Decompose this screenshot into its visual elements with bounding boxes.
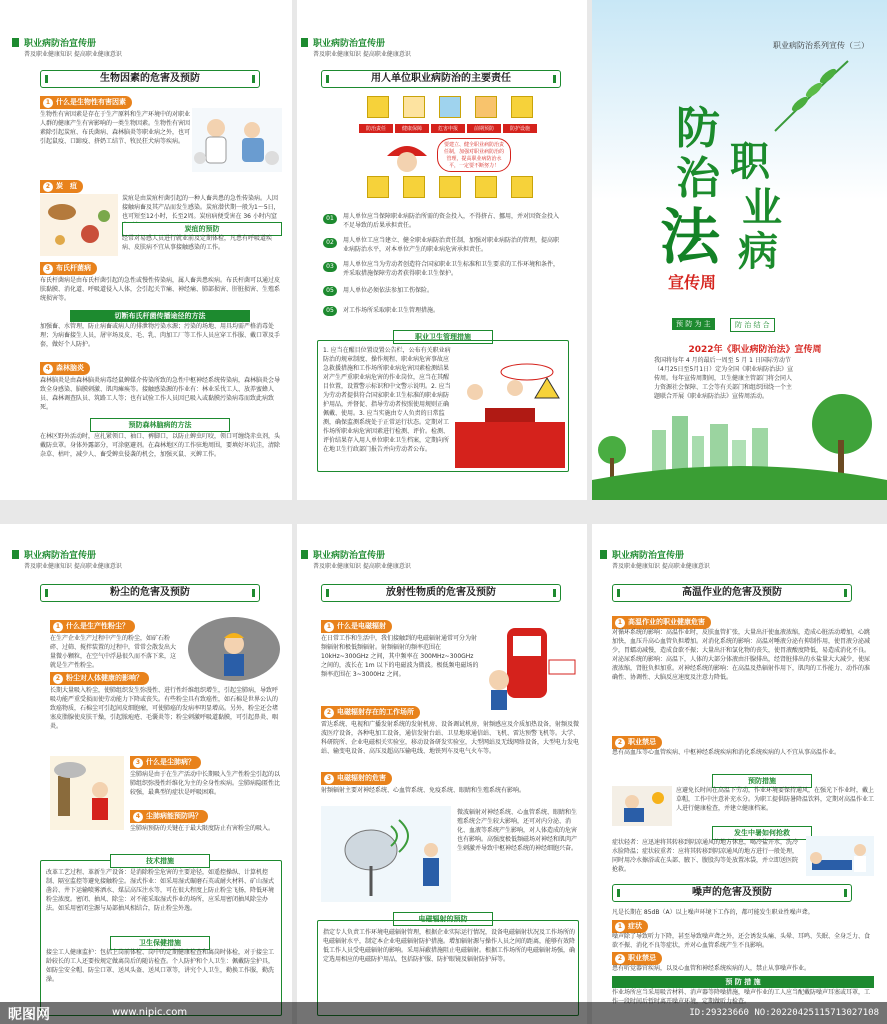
resp-item-text: 用人单位必须依法参加工伤保险。 xyxy=(343,287,434,294)
phone-character-illustration xyxy=(483,620,579,712)
bio-s4-text: 森林脑炎是由森林脑炎病毒经鼠蜱媒介传染所致的急性中枢神经系统传染病，森林脑炎会导致全身感染、脑膜刺激、肌肉瘫痪等。接触感染源的作业有：林业采伐工人、放养蜜蜂人员、森林调查队员、筑路工人等；也有试验工作人员因已吸入或黏膜污染病毒而致此病致死。 xyxy=(40,377,281,411)
num-icon: 1 xyxy=(53,622,63,632)
num-icon: 4 xyxy=(133,812,143,822)
bio-title: 生物因素的危害及预防 xyxy=(40,70,260,88)
cover-tag: 预 防 为 主 xyxy=(672,318,715,330)
question-icon xyxy=(511,176,533,198)
worker-heat-illustration xyxy=(612,786,672,826)
dust-s2-text: 长期大量吸入粉尘，使肺组织发生弥漫性、进行性纤维组织增生，引起尘肺病，导致呼吸功能严重受损而使劳动能力下降或丧失。有些粉尘具有致癌性，如石棉是世界公认的致癌物质，石棉尘可引起间皮细胞瘤，可使肺癌的发病率明显增高。另外，粉尘还会堵塞皮脂腺使皮肤干燥，引起脓疱疮、毛囊炎等；粉尘刺激呼吸道黏膜，可引起鼻炎、咽炎。 xyxy=(50,687,279,730)
panel-header xyxy=(313,548,411,570)
heat-bar-2: 发生中暑如何抢救 xyxy=(712,826,812,840)
city-landscape xyxy=(592,380,887,500)
rad-prev: 指定专人负责工作环境电磁辐射管理，根据企业实际运行情况，设备电磁辐射状况及工作场所的电磁辐射水平，制定本企业电磁辐射防护措施。增加辐射源与操作人员之间的距离，能够有效降低工作人员受电磁辐射的影响。采用屏蔽措施阻止电磁辐射。根据工作场所的电磁辐射场强，确定选用相应的电磁防护用品，包括防护服、防护眼镜及辐射防护屏等。 xyxy=(323,929,575,963)
calculator-icon xyxy=(403,176,425,198)
header-mark xyxy=(301,550,308,559)
dust-bar-1: 技术措施 xyxy=(110,854,210,868)
dust-s1-text: 在生产企业生产过程中产生的粉尘，如矿石粉碎、过筛、搅拌装置的过程中，常常会散发出大量微小颗粒，在空气中浮悬很久而不落下来，这就是生产性粉尘。 xyxy=(50,635,177,669)
rad-sub-1-label: 什么是电磁辐射 xyxy=(337,622,386,630)
bio-s4-prev: 在林区野外活动时，应扎紧领口、袖口、裤脚口，以防止蜱虫叮咬，领口可缠绕赤虫剂，头戴防虫罩。身体外露部分，可涂驱避剂。在森林地区的工作驻地周围，要填好坏坑洼，清除杂草、枯叶，减少人、畜受蜱虫侵袭的机会，加强灭鼠、灭蜱工作。 xyxy=(40,433,281,458)
item-number: 02 xyxy=(323,238,337,248)
header-mark xyxy=(12,38,19,47)
factory-warning-illustration xyxy=(455,362,565,468)
noise-title: 噪声的危害及预防 xyxy=(612,884,852,902)
cover-char: 职 xyxy=(730,138,770,185)
bacteria-illustration xyxy=(40,194,118,256)
cover-subtitle: 宣传周 xyxy=(668,273,717,292)
noise-n1-text: 噪声除了导致听力下降，甚至导致噪声聋之外，还会诱发头痛、头晕、耳鸣、失眠、全身乏力、食欲不振、消化不良等症状，并对心血管系统产生不良影响。 xyxy=(612,933,871,949)
resp-item-text: 用人单位应当保障职业病防治所需的资金投入，不得挤占、挪用，并对因资金投入不足导致的后果承担责任。 xyxy=(343,213,560,229)
num-icon: 3 xyxy=(43,264,53,274)
dust-bar-2: 卫生保健措施 xyxy=(110,936,210,950)
watermark-url[interactable]: www.nipic.com xyxy=(112,1007,188,1018)
cover-char: 防 xyxy=(676,103,720,154)
rad-sub-1 xyxy=(321,620,392,633)
resp-label: 防治责任 xyxy=(359,124,393,133)
header-brand: 职业病防治宣传册 xyxy=(24,39,97,49)
week-text: 我国将每年 4 月的最后一周至 5 月 1 日国际劳动节（4月25日至5月1日）定为全国《职业病防治法》宣传周。每年宣传周期间，卫生健康主管部门将会同人力资源社会保障、工会等有关部门和组织围绕一个主题联合开展《职业病防治法》宣传周活动。 xyxy=(654,357,794,400)
cover-char: 病 xyxy=(738,228,778,275)
resp-title: 用人单位职业病防治的主要责任 xyxy=(321,70,561,88)
heat-rescue: 症状轻者：应迅速将其转移到阴凉通风的地方休息，喝冷盐开水，洗冷水脸降温；症状较重者：应将其转移到阴凉通风的地方进行一般处理，同时用冷水擦浴或在头部、腋下、腹股沟等处放置冰袋，并立即送医院抢救。 xyxy=(612,839,799,873)
tools-icon xyxy=(511,96,533,118)
heat-title: 高温作业的危害及预防 xyxy=(612,584,852,602)
dust-s4-text: 尘肺病预防的关键在于最大限度防止有害粉尘的吸入。 xyxy=(130,825,275,832)
rad-bar: 电磁辐射的预防 xyxy=(393,912,493,926)
header-slogan: 普及职业健康知识 提高职业健康意识 xyxy=(313,51,411,58)
rad-sub-2-label: 电磁辐射存在的工作场所 xyxy=(337,708,414,716)
shield-icon xyxy=(367,96,389,118)
dust-tech: 改革工艺过程、革新生产设备：是消除粉尘危害的主要途径，如遥控操纵、计算机控制、隔室监控等避免接触粉尘。湿式作业：如采用湿式碾磨石英或耐火材料、矿山湿式凿岩、井下运输喷雾洒水、煤层高压注水等，可在很大程度上防止粉尘飞扬，降低环境粉尘浓度。密闭、抽风、除尘：对不能采取湿式作业的场所，应采用密闭抽风除尘办法。如采用密闭尘源与局部抽风相结合，防止粉尘外逸。 xyxy=(46,869,275,912)
bio-sub-3-label: 布氏杆菌病 xyxy=(56,264,91,272)
panel-header xyxy=(313,36,411,58)
factory-smoke-illustration xyxy=(50,756,124,830)
num-icon: 3 xyxy=(324,774,334,784)
speech-bubble: 要建立、健全职业病防治责任制，加强对职业病防治的管理，提高职业病防治水平，一定要不断努力！ xyxy=(437,138,511,172)
header-slogan: 普及职业健康知识 提高职业健康意识 xyxy=(313,563,411,570)
num-icon: 3 xyxy=(133,758,143,768)
num-icon: 1 xyxy=(615,922,625,932)
dust-title: 粉尘的危害及预防 xyxy=(40,584,260,602)
resp-item-text: 用人单位工应当建立、健全职业病防治责任制，加强对职业病防治的管理，提高职业病防治水平，对本单位产生的职业病危害承担责任。 xyxy=(343,237,560,253)
rad-sub-2 xyxy=(321,706,420,719)
panel-dust xyxy=(0,524,292,1024)
num-icon: 1 xyxy=(43,98,53,108)
panel-header xyxy=(612,548,710,570)
cover-char: 治 xyxy=(676,153,720,204)
item-number: 05 xyxy=(323,306,337,316)
num-icon: 4 xyxy=(43,364,53,374)
noise-prev: 作业场所应当采用吸音材料、消声器等降噪措施，噪声作业的工人应当配戴防噪声耳塞或耳罩，工 xyxy=(612,989,871,996)
header-slogan: 普及职业健康知识 提高职业健康意识 xyxy=(24,51,122,58)
item-number: 01 xyxy=(323,214,337,224)
heat-s1-text: 对循环系统的影响：高温作业时，皮肤血管扩张，大量出汗使血液浓缩，造成心脏活动增加，心跳加快，血压升高心血管负担增加。对消化系统的影响：高温对唾液分泌有抑制作用，使胃液分泌减少，胃蠕动减慢，造成食欲不振；大量出汗和氯化物的丧失，使胃液酸度降低，易造成消化不良。对泌尿系统的影响：高温下，人体的大部分体液由汗腺排出，经肾脏排出的水盐量大大减少，使尿液浓缩，肾脏负担加重。对神经系统的影响：在高温及热辐射作用下，肌肉的工作能力、动作的准确性、协调性、大脑反应速度及注意力降低。 xyxy=(612,629,871,681)
building-icon xyxy=(475,96,497,118)
item-number: 05 xyxy=(323,286,337,296)
rad-sub-3 xyxy=(321,772,392,785)
heat-prev: 应避免长时间在高温下劳动，作业环境要保持通风，在强光下作业时，戴上草帽，工作中注意补充水分。为职工提供防暑降温饮料，定期对高温作业工人进行健康检查，并建立健康档案。 xyxy=(676,787,874,812)
bio-s3-text: 布氏杆菌病是由布氏杆菌引起的急性或慢性传染病，属人畜共患疾病。布氏杆菌可以通过皮肤黏膜、消化道、呼吸道侵入人体，会引起关节痛、神经痛、肺部损害、肝脏损害、生殖系统损害等。 xyxy=(40,277,281,302)
bio-s2-bar: 炭疽的预防 xyxy=(122,222,282,236)
noise-sub-2-label: 职业禁忌 xyxy=(628,954,656,962)
noise-n2-text: 患有听觉器官疾病，以及心血管和神经系统疾病的人，禁止从事噪声作业。 xyxy=(612,965,811,972)
heat-bar-1-visible: 预防措施 xyxy=(712,774,812,788)
dust-sub-1 xyxy=(50,620,135,633)
bio-sub-2-label: 炭 疽 xyxy=(56,182,77,190)
heat-sub-2-label: 职业禁忌 xyxy=(628,738,656,746)
dust-sub-4-label: 尘肺病能预防吗？ xyxy=(146,812,202,820)
watermark-id: ID:29323660 NO:20220425115713027108 xyxy=(689,1008,879,1018)
document-icon xyxy=(439,96,461,118)
num-icon: 2 xyxy=(615,738,625,748)
num-icon: 1 xyxy=(324,622,334,632)
header-mark xyxy=(301,38,308,47)
dust-health: 接尘工人健康监护：包括上岗前体检、岗中的定期健康检查和离岗时体检，对于接尘工龄较长的工人还要按规定做离岗后的随访检查。个人防护和个人卫生：佩戴防尘护具，如防尘安全帽、防尘口罩、送风头盔、送风口罩等，讲究个人卫生，勤换工作服，勤洗澡。 xyxy=(46,949,275,983)
header-brand: 职业病防治宣传册 xyxy=(612,551,685,561)
resp-label: 危害申报 xyxy=(431,124,465,133)
noise-bar: 预 防 措 施 xyxy=(612,976,874,988)
cover-char: 业 xyxy=(742,184,782,231)
watermark-logo: 昵图网 xyxy=(8,1007,50,1023)
header-mark xyxy=(600,550,607,559)
resp-label: 前期预防 xyxy=(467,124,501,133)
rad-s3-text-2: 微波辐射对神经系统、心血管系统、眼睛和生殖系统会产生较大影响，还可对内分泌、消化、血液等系统产生影响，对人体造成的危害也有影响。高强度极低频磁场对神经和肌肉产生刺激并导致中枢神经系统的神经细胞兴奋。 xyxy=(457,809,578,852)
chart-icon xyxy=(367,176,389,198)
panel-rad xyxy=(297,524,587,1024)
panel-header xyxy=(24,548,122,570)
resp-label: 防护设施 xyxy=(503,124,537,133)
bio-sub-4 xyxy=(40,362,90,375)
bio-sub-1 xyxy=(40,96,132,109)
cover-series: 职业病防治系列宣传（三） xyxy=(773,41,869,50)
header-brand: 职业病防治宣传册 xyxy=(24,551,97,561)
bio-s2-prev: 经常对易感人员进行就业前及定期体检，凡患有呼吸道疾病、皮肤病不宜从事接触感染的工作。 xyxy=(122,235,273,251)
resp-label: 健康保障 xyxy=(395,124,429,133)
dust-sub-2-label: 粉尘对人体健康的影响？ xyxy=(66,674,143,682)
resp-measures: 1. 应当在醒目位置设置公告栏，公布有关职业病防治的规章制度、操作规程、职业病危害事故应急救援措施和工作场所职业病危害因素检测结果对产生严重职业病危害的作业岗位，应当在其醒目位置，设置警示标识和中文警示说明。2. 应当为劳动者提供符合国家职业卫生标准的职业病防护用品，并督促、指导劳动者按照使用规则正确佩戴、使用。3. 应当实施由专人负责的日常监测，确保监测系统处于正常运行状态。定期对工作场所职业病危害因素进行检测、评价。检测、评价结果存入用人单位职业卫生档案，定期向所在地卫生行政部门报告并向劳动者公布。 xyxy=(323,347,451,453)
dust-sub-1-label: 什么是生产性粉尘？ xyxy=(66,622,129,630)
resp-bar: 职业卫生管理措施 xyxy=(393,330,493,344)
bio-sub-1-label: 什么是生物性有害因素 xyxy=(56,98,126,106)
header-slogan: 普及职业健康知识 提高职业健康意识 xyxy=(24,563,122,570)
bio-s2-text: 炭疽是由炭疽杆菌引起的一种人畜共患的急性传染病。人因接触病畜及其产品而发生感染。炭疽潜伏期一般为1～5日，也可短至12小时，长至2周。炭疽病便受害在 36 小时内窒 xyxy=(122,195,280,220)
resp-icons-row-2 xyxy=(367,176,587,204)
bio-sub-3 xyxy=(40,262,97,275)
dust-s3-text: 尘肺病是由于在生产活动中长期吸入生产性粉尘引起的以肺组织弥漫性纤维化为主的全身性疾病。尘肺病隐匿性比较强，最典型的症状是呼吸困难。 xyxy=(130,771,281,796)
watermark-bar xyxy=(0,1002,887,1024)
rad-s3-text: 射频辐射主要对神经系统、心血管系统、免疫系统、眼睛和生殖系统有影响。 xyxy=(321,787,526,794)
header-mark xyxy=(12,550,19,559)
bio-sub-2 xyxy=(40,180,83,193)
header-brand: 职业病防治宣传册 xyxy=(313,39,386,49)
rad-sub-3-label: 电磁辐射的危害 xyxy=(337,774,386,782)
dust-sub-3 xyxy=(130,756,201,769)
num-icon: 2 xyxy=(324,708,334,718)
item-number: 03 xyxy=(323,262,337,272)
num-icon: 2 xyxy=(43,182,53,192)
header-slogan: 普及职业健康知识 提高职业健康意识 xyxy=(612,563,710,570)
satellite-dish-illustration xyxy=(321,806,451,902)
doctor-illustration xyxy=(192,108,282,172)
dust-sub-3-label: 什么是尘肺病？ xyxy=(146,758,195,766)
miner-illustration xyxy=(186,616,282,682)
bio-s4-bar: 预防森林脑病的方法 xyxy=(90,418,230,432)
dust-sub-2 xyxy=(50,672,149,685)
factory-icon xyxy=(403,96,425,118)
panel-heat xyxy=(592,524,887,1024)
num-icon: 2 xyxy=(53,674,63,684)
worker-helmet-illustration xyxy=(377,136,437,176)
bio-s3-bar: 切断布氏杆菌传播途径的方法 xyxy=(70,310,250,322)
num-icon: 1 xyxy=(615,618,625,628)
cover-tag: 防 治 结 合 xyxy=(730,318,775,332)
heat-s2-text: 患有高血压等心血管疾病、中枢神经系统疾病和消化系统疾病的人不宜从事高温作业。 xyxy=(612,749,841,756)
dust-sub-4 xyxy=(130,810,208,823)
noise-intro: 凡是长期在 85dB（A）以上噪声环境下工作的，都可能发生职业性噪声聋。 xyxy=(612,909,814,916)
resp-item-text: 用人单位应当为劳动者创造符合国家职业卫生标准和卫生要求的工作环境和条件，并采取措施保障劳动者获得职业卫生保护。 xyxy=(343,261,560,277)
rad-s1-text: 在日常工作和生活中，我们接触到的电磁辐射通常可分为射频辐射和极低频辐射。射频辐射的频率范围在 10kHz~300GHz 之间，其中频率在 300MHz~300GHz 之间的，波长在 1m 以下的电磁波为微波。极低频电磁场的频率范围在 3~3000Hz 之间。 xyxy=(321,635,479,678)
panel-bio xyxy=(0,0,292,500)
rad-title: 放射性物质的危害及预防 xyxy=(321,584,561,602)
people-icon xyxy=(439,176,461,198)
noise-sub-1-label: 症状 xyxy=(628,922,642,930)
bio-sub-4-label: 森林脑炎 xyxy=(56,364,84,372)
num-icon: 2 xyxy=(615,954,625,964)
panel-resp xyxy=(297,0,587,500)
cover-title xyxy=(654,86,814,292)
heat-sub-1-label: 高温作业的职业健康危害 xyxy=(628,618,705,626)
panel-header xyxy=(24,36,122,58)
week-title: 2022年《职业病防治法》宣传周 xyxy=(688,345,822,355)
bio-s3-prev: 加强畜、水管理，防止病畜或病人的排泄物污染水源；污染的场地、用具均需严格消毒处理；为病畜接生人员，屠宰场及皮、毛、乳、肉加工厂等工作人员应穿工作服、戴口罩及手套，做好个人防护。 xyxy=(40,323,281,348)
header-brand: 职业病防治宣传册 xyxy=(313,551,386,561)
rescue-illustration xyxy=(806,836,874,876)
cover-char: 法 xyxy=(660,203,720,273)
rad-s2-text: 雷达系统、电视和广播发射系统的发射机房、设备调试机房，射频感应及介质加热设备，射频及微波医疗设备，各种电加工设备，通信发射台站、卫星地球通信站、飞机、雷达预警飞机等。大学、科研院所、企业电磁相关实验室，移动设备研发实验室，大型网站及无线网络设备，大型电力发电站、输变电设备、高压及超高压输电线、地铁列车及电气火车等。 xyxy=(321,721,579,755)
mask-icon xyxy=(475,176,497,198)
bio-s1-text: 生物性有害因素是存在于生产原料和生产环境中的对职业人群的健康产生有害影响的一类生物因素。生物性有害因素除引起炭疽、布氏菌病、森林脑炎等职业病之外，也可引起鼠疫、口蹄疫、挤奶工结节、牧民狂犬病等疾病。 xyxy=(40,111,190,145)
resp-item-text: 对工作场所采取职业卫生管理措施。 xyxy=(343,307,440,314)
panel-cover xyxy=(592,0,887,500)
